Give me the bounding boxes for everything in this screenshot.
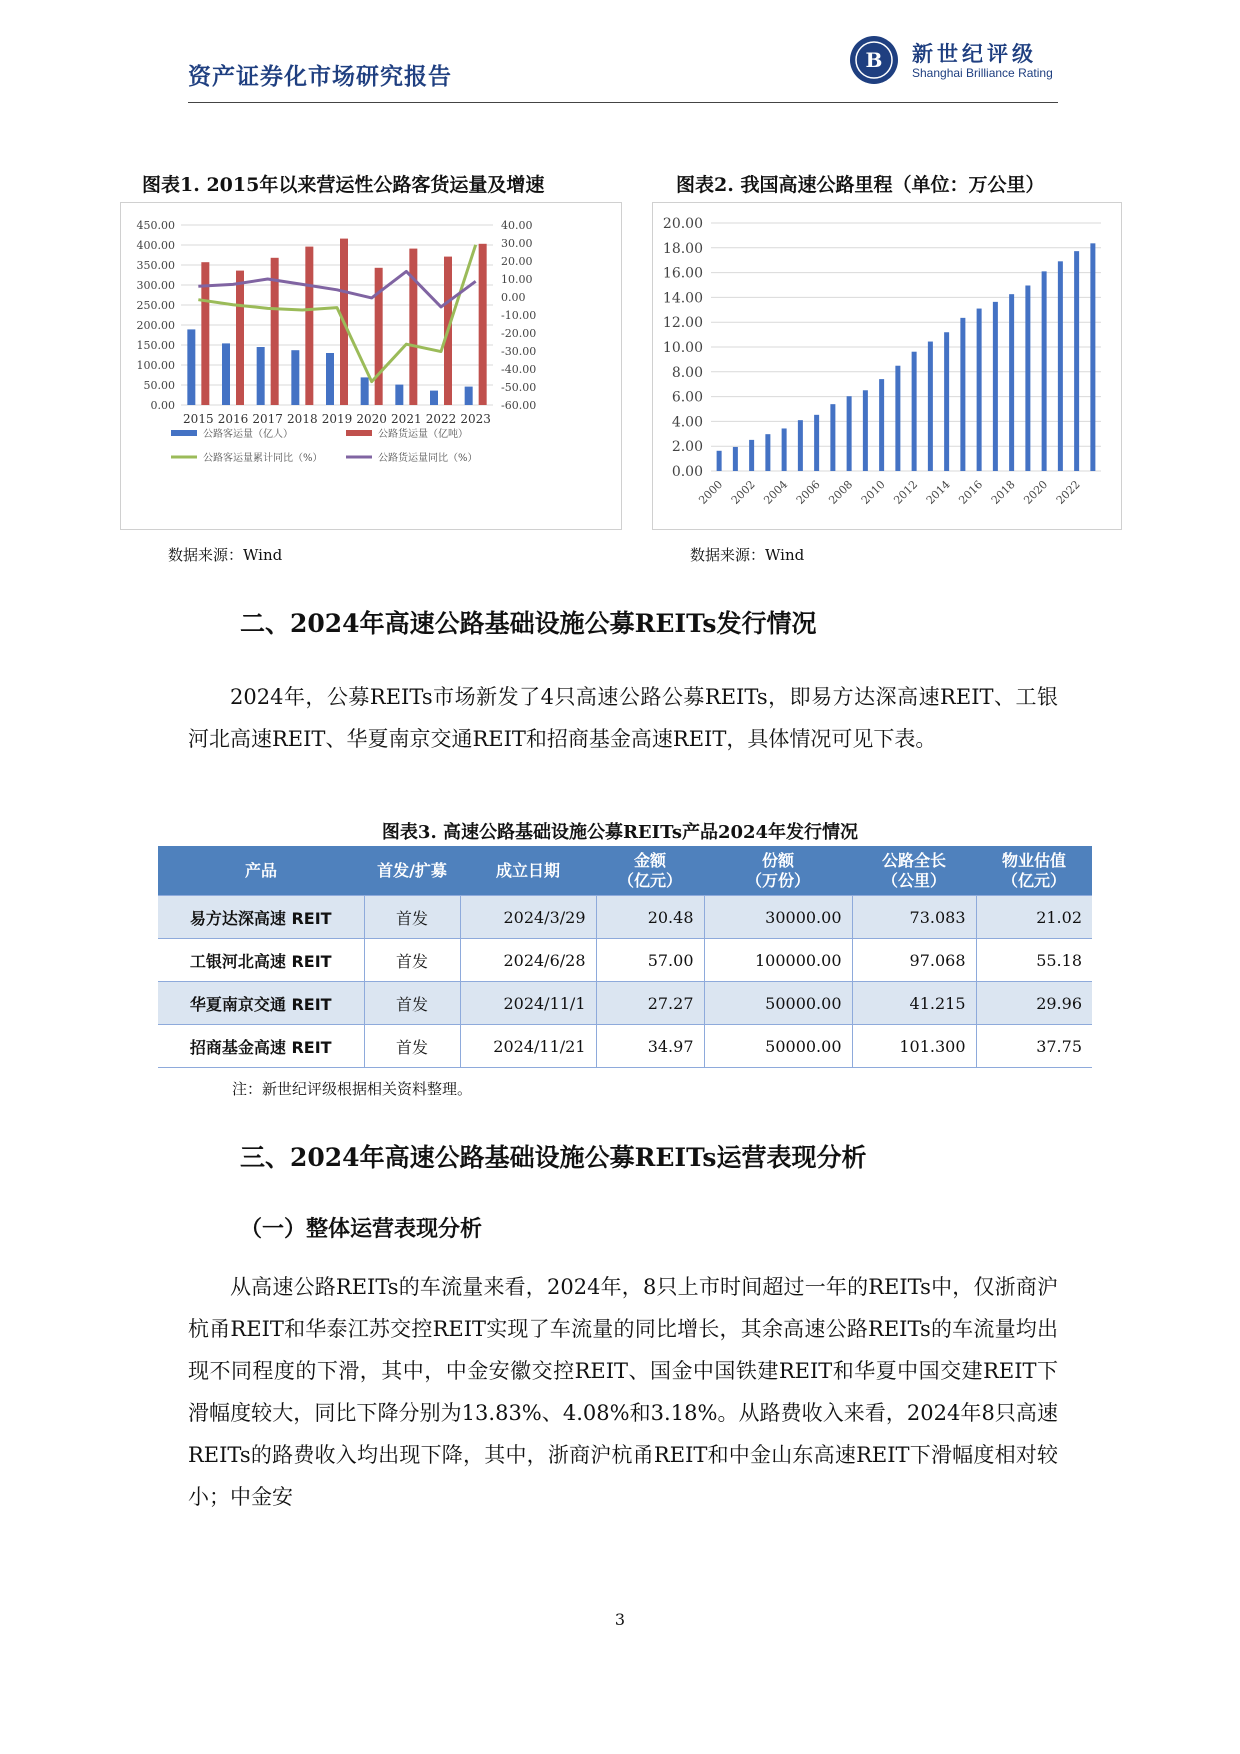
cell-length: 101.300 [852, 1025, 976, 1068]
right-tick-label: 20.00 [501, 255, 533, 268]
figure2-title: 图表2. 我国高速公路里程（单位：万公里） [676, 174, 1045, 196]
bar-passenger [361, 377, 369, 405]
bar-passenger [326, 353, 334, 405]
left-tick-label: 400.00 [136, 239, 175, 252]
table-row [158, 896, 1092, 939]
section2-paragraph [188, 676, 1058, 760]
col-header-type: 首发/扩募 [364, 846, 460, 896]
cell-shares: 50000.00 [704, 982, 852, 1025]
bar-expressway-length [830, 404, 835, 471]
x-tick-label: 2016 [956, 477, 986, 507]
cell-valuation: 55.18 [976, 939, 1092, 982]
x-tick-label: 2008 [826, 477, 856, 507]
x-tick-label: 2014 [923, 477, 953, 507]
right-tick-label: 0.00 [501, 291, 526, 304]
x-tick-label: 2020 [1021, 477, 1051, 507]
cell-date: 2024/6/28 [460, 939, 596, 982]
bar-passenger [257, 347, 265, 405]
legend-swatch [171, 430, 197, 436]
table-row [158, 982, 1092, 1025]
reit-issuance-table [158, 846, 1092, 1068]
bar-expressway-length [879, 379, 884, 471]
cell-valuation: 37.75 [976, 1025, 1092, 1068]
section2-text: 2024年，公募REITs市场新发了4只高速公路公募REITs，即易方达深高速REIT、工银河北高速REIT、华夏南京交通REIT和招商基金高速REIT，具体情况可见下表。 [188, 685, 1058, 751]
col-header-shares-text: 份额 （万份） [745, 850, 810, 890]
section3-heading: 三、2024年高速公路基础设施公募REITs运营表现分析 [240, 1143, 867, 1172]
cell-shares: 50000.00 [704, 1025, 852, 1068]
cell-length: 41.215 [852, 982, 976, 1025]
bar-expressway-length [765, 434, 770, 471]
bar-expressway-length [717, 451, 722, 471]
left-tick-label: 450.00 [136, 219, 175, 232]
page-number: 3 [614, 1610, 626, 1629]
x-tick-label: 2023 [460, 412, 491, 426]
svg-text:B: B [865, 48, 883, 72]
logo-english-name: Shanghai Brilliance Rating [912, 66, 1053, 80]
bar-expressway-length [798, 420, 803, 471]
left-tick-label: 100.00 [136, 359, 175, 372]
x-tick-label: 2022 [1053, 477, 1083, 507]
col-header-valuation [976, 846, 1092, 896]
table-title: 图表3. 高速公路基础设施公募REITs产品2024年发行情况 [381, 822, 859, 843]
left-tick-label: 300.00 [136, 279, 175, 292]
bar-freight [479, 244, 487, 405]
bar-expressway-length [733, 447, 738, 471]
col-header-shares [704, 846, 852, 896]
bar-passenger [187, 329, 195, 405]
bar-expressway-length [1058, 261, 1063, 471]
figure1-chart [121, 203, 621, 529]
x-tick-label: 2019 [321, 412, 353, 426]
y-tick-label: 8.00 [671, 364, 703, 381]
cell-type: 首发 [364, 982, 460, 1025]
x-tick-label: 2017 [252, 412, 283, 426]
x-tick-label: 2010 [858, 477, 888, 507]
figure2-source: 数据来源：Wind [690, 546, 805, 564]
x-tick-label: 2015 [183, 412, 214, 426]
brilliance-logo-icon [848, 34, 900, 86]
right-tick-label: -60.00 [501, 399, 537, 412]
x-tick-label: 2020 [356, 412, 387, 426]
bar-passenger [222, 343, 230, 405]
bar-expressway-length [749, 440, 754, 471]
cell-product: 华夏南京交通 REIT [158, 982, 364, 1025]
bar-expressway-length [1009, 294, 1014, 471]
legend-label: 公路货运量（亿吨） [378, 429, 468, 440]
section3-paragraph [188, 1266, 1058, 1518]
figure1-chart-frame [120, 202, 622, 530]
x-tick-label: 2022 [425, 412, 457, 426]
figure1-source: 数据来源：Wind [168, 546, 283, 564]
bar-passenger [465, 387, 473, 405]
bar-freight [201, 262, 209, 405]
right-tick-label: -10.00 [501, 309, 537, 322]
figure2-chart-frame [652, 202, 1122, 530]
bar-expressway-length [912, 352, 917, 471]
x-tick-label: 2004 [761, 477, 791, 507]
section3-subheading: （一）整体运营表现分析 [240, 1216, 483, 1242]
cell-amount: 20.48 [596, 896, 704, 939]
y-tick-label: 6.00 [671, 389, 703, 406]
legend-swatch [346, 430, 372, 436]
cell-type: 首发 [364, 896, 460, 939]
cell-valuation: 21.02 [976, 896, 1092, 939]
bar-expressway-length [960, 318, 965, 471]
x-tick-label: 2018 [287, 412, 318, 426]
left-tick-label: 150.00 [136, 339, 175, 352]
right-tick-label: 30.00 [501, 237, 533, 250]
x-tick-label: 2021 [391, 412, 422, 426]
x-tick-label: 2012 [891, 477, 921, 507]
col-header-length-text: 公路全长 （公里） [881, 850, 946, 890]
bar-passenger [395, 385, 403, 405]
cell-valuation: 29.96 [976, 982, 1092, 1025]
table-header-row [158, 846, 1092, 896]
right-tick-label: -30.00 [501, 345, 537, 358]
table-row [158, 1025, 1092, 1068]
y-tick-label: 20.00 [662, 216, 703, 232]
left-tick-label: 250.00 [136, 299, 175, 312]
cell-date: 2024/11/21 [460, 1025, 596, 1068]
left-tick-label: 0.00 [150, 399, 175, 412]
cell-product: 招商基金高速 REIT [158, 1025, 364, 1068]
bar-expressway-length [928, 342, 933, 471]
cell-length: 73.083 [852, 896, 976, 939]
col-header-length [852, 846, 976, 896]
y-tick-label: 14.00 [662, 290, 703, 307]
bar-expressway-length [847, 396, 852, 471]
header-divider [188, 102, 1058, 103]
cell-type: 首发 [364, 939, 460, 982]
y-tick-label: 12.00 [662, 315, 703, 332]
logo-chinese-name: 新世纪评级 [912, 42, 1037, 66]
bar-expressway-length [1025, 285, 1030, 471]
x-tick-label: 2018 [988, 477, 1018, 507]
table-row [158, 939, 1092, 982]
y-tick-label: 18.00 [662, 240, 703, 257]
y-tick-label: 16.00 [662, 265, 703, 282]
bar-expressway-length [977, 309, 982, 471]
bar-expressway-length [1090, 243, 1095, 471]
cell-date: 2024/3/29 [460, 896, 596, 939]
left-tick-label: 350.00 [136, 259, 175, 272]
x-tick-label: 2000 [696, 477, 726, 507]
bar-expressway-length [1042, 271, 1047, 471]
right-tick-label: 10.00 [501, 273, 533, 286]
col-header-amount-text: 金额 （亿元） [617, 850, 682, 890]
bar-expressway-length [782, 428, 787, 471]
cell-amount: 27.27 [596, 982, 704, 1025]
bar-expressway-length [895, 366, 900, 471]
right-tick-label: -50.00 [501, 381, 537, 394]
bar-freight [375, 268, 383, 405]
cell-length: 97.068 [852, 939, 976, 982]
figure2-chart [653, 203, 1121, 529]
cell-product: 易方达深高速 REIT [158, 896, 364, 939]
cell-type: 首发 [364, 1025, 460, 1068]
bar-expressway-length [993, 302, 998, 471]
right-tick-label: 40.00 [501, 219, 533, 232]
cell-amount: 34.97 [596, 1025, 704, 1068]
section3-text: 从高速公路REITs的车流量来看，2024年，8只上市时间超过一年的REITs中，仅浙商沪杭甬REIT和华泰江苏交控REIT实现了车流量的同比增长，其余高速公路REITs的车流量均出现不同程度的下滑，其中，中金安徽交控REIT、国金中国铁建REIT和华夏中国交建REIT下滑幅度较大，同比下降分别为13.83%、4.08%和3.18%。从路费收入来看，2024年8只高速REITs的路费收入均出现下降，其中，浙商沪杭甬REIT和中金山东高速REIT下滑幅度相对较小；中金安 [188, 1275, 1058, 1509]
section2-heading: 二、2024年高速公路基础设施公募REITs发行情况 [240, 609, 817, 638]
y-tick-label: 0.00 [671, 464, 703, 480]
x-tick-label: 2002 [728, 477, 758, 507]
col-header-valuation-text: 物业估值 （亿元） [1001, 850, 1066, 890]
cell-shares: 100000.00 [704, 939, 852, 982]
col-header-date: 成立日期 [460, 846, 596, 896]
bar-expressway-length [944, 332, 949, 471]
bar-passenger [291, 350, 299, 405]
cell-product: 工银河北高速 REIT [158, 939, 364, 982]
y-tick-label: 10.00 [662, 340, 703, 356]
left-tick-label: 200.00 [136, 319, 175, 332]
cell-date: 2024/11/1 [460, 982, 596, 1025]
left-tick-label: 50.00 [143, 379, 175, 392]
bar-freight [236, 271, 244, 405]
legend-label: 公路客运量累计同比（%） [203, 453, 323, 464]
report-title: 资产证券化市场研究报告 [188, 64, 452, 90]
y-tick-label: 2.00 [671, 439, 703, 456]
col-header-product: 产品 [158, 846, 364, 896]
figure1-title: 图表1. 2015年以来营运性公路客货运量及增速 [142, 174, 545, 196]
x-tick-label: 2016 [217, 412, 249, 426]
right-tick-label: -40.00 [501, 363, 537, 376]
cell-amount: 57.00 [596, 939, 704, 982]
bar-expressway-length [814, 415, 819, 471]
right-tick-label: -20.00 [501, 327, 537, 340]
bar-freight [409, 249, 417, 405]
legend-label: 公路货运量同比（%） [378, 453, 478, 464]
legend-label: 公路客运量（亿人） [203, 429, 293, 440]
cell-shares: 30000.00 [704, 896, 852, 939]
bar-passenger [430, 391, 438, 405]
y-tick-label: 4.00 [671, 414, 703, 431]
bar-expressway-length [863, 390, 868, 471]
table-note: 注：新世纪评级根据相关资料整理。 [232, 1080, 473, 1098]
col-header-amount [596, 846, 704, 896]
bar-freight [305, 247, 313, 405]
bar-expressway-length [1074, 251, 1079, 471]
x-tick-label: 2006 [793, 477, 823, 507]
